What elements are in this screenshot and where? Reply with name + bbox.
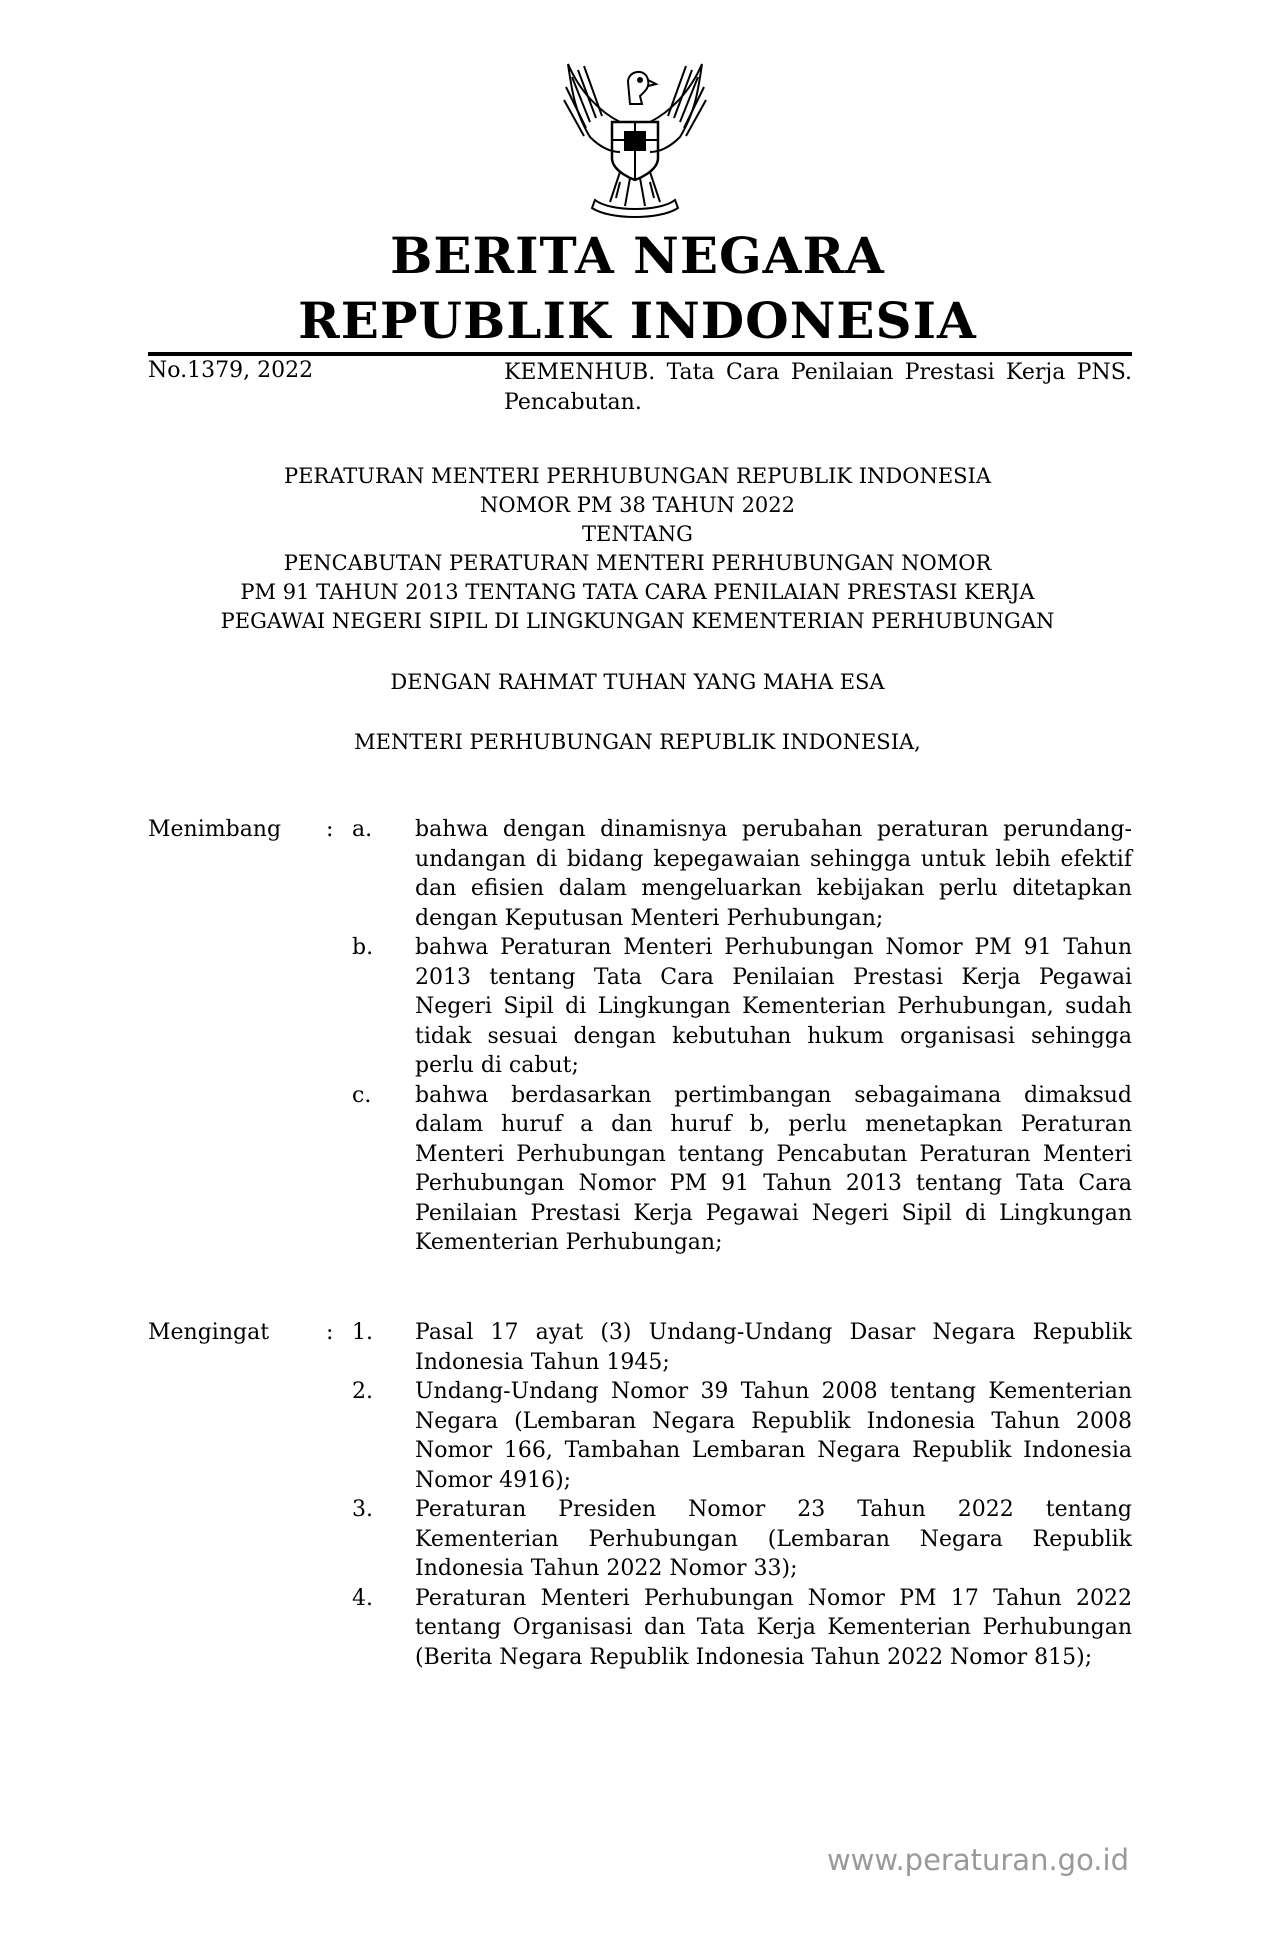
section-label: Mengingat (148, 1320, 270, 1345)
item-marker: 2. (352, 1379, 373, 1404)
gazette-subtitle: REPUBLIK INDONESIA (298, 291, 977, 350)
section-colon: : (326, 1320, 334, 1345)
source-watermark: www.peraturan.go.id (826, 1843, 1129, 1877)
mengingat-section (148, 1318, 1132, 1672)
list-item (148, 1584, 1132, 1673)
item-text: bahwa berdasarkan pertimbangan sebagaimana dimaksud dalam huruf a dan huruf b, perlu menetapkan Peraturan Menteri Perhubungan tentang Pencabutan Peraturan Menteri Perhubungan Nomor PM 91 Tahun 2013 tentang Tata Cara Penilaian Prestasi Kerja Pegawai Negeri Sipil di Lingkungan Kementerian Perhubungan; (415, 1082, 1132, 1255)
list-item (148, 933, 1132, 1081)
list-item (148, 1377, 1132, 1495)
item-marker: 3. (352, 1497, 373, 1522)
list-item (148, 1495, 1132, 1584)
preamble-rahmat: DENGAN RAHMAT TUHAN YANG MAHA ESA (390, 670, 885, 694)
item-marker: a. (352, 817, 373, 842)
section-label: Menimbang (148, 817, 282, 842)
header-rule (148, 352, 1132, 356)
item-marker: b. (352, 935, 374, 960)
gazette-number: No.1379, 2022 (148, 358, 314, 383)
regulation-subject-line: PEGAWAI NEGERI SIPIL DI LINGKUNGAN KEMENTERIAN PERHUBUNGAN (220, 609, 1055, 633)
list-item (148, 1318, 1132, 1377)
section-colon: : (326, 817, 334, 842)
item-marker: 4. (352, 1585, 373, 1611)
item-marker: 1. (352, 1320, 373, 1345)
item-marker: c. (352, 1082, 372, 1108)
regulation-heading (0, 462, 1275, 636)
garuda-emblem-icon (550, 52, 720, 222)
item-text: Peraturan Presiden Nomor 23 Tahun 2022 tentang Kementerian Perhubungan (Lembaran Negara Republik Indonesia Tahun 2022 Nomor 33); (415, 1497, 1132, 1581)
item-text: Undang-Undang Nomor 39 Tahun 2008 tentang Kementerian Negara (Lembaran Negara Republik Indonesia Tahun 2008 Nomor 166, Tambahan Lembaran Negara Republik Indonesia Nomor 4916); (415, 1379, 1132, 1493)
item-text: bahwa dengan dinamisnya perubahan peraturan perundang-undangan di bidang kepegawaian sehingga untuk lebih efektif dan efisien dalam mengeluarkan kebijakan perlu ditetapkan dengan Keputusan Menteri Perhubungan; (415, 817, 1132, 931)
regulation-subject-line: PENCABUTAN PERATURAN MENTERI PERHUBUNGAN NOMOR (283, 551, 992, 575)
regulation-title: PERATURAN MENTERI PERHUBUNGAN REPUBLIK INDONESIA (283, 464, 992, 488)
gazette-title: BERITA NEGARA (390, 226, 885, 285)
preamble-menteri: MENTERI PERHUBUNGAN REPUBLIK INDONESIA, (354, 730, 921, 754)
regulation-number: NOMOR PM 38 TAHUN 2022 (479, 493, 796, 517)
item-text: bahwa Peraturan Menteri Perhubungan Nomor PM 91 Tahun 2013 tentang Tata Cara Penilaian Prestasi Kerja Pegawai Negeri Sipil di Lingkungan Kementerian Perhubungan, sudah tidak sesuai dengan kebutuhan hukum organisasi sehingga perlu di cabut; (415, 935, 1132, 1078)
regulation-tentang: TENTANG (582, 522, 693, 546)
menimbang-section (148, 815, 1132, 1258)
list-item (148, 815, 1132, 933)
gazette-summary: KEMENHUB. Tata Cara Penilaian Prestasi Kerja PNS. Pencabutan. (504, 360, 1132, 415)
item-text: Peraturan Menteri Perhubungan Nomor PM 17 Tahun 2022 tentang Organisasi dan Tata Kerja Kementerian Perhubungan (Berita Negara Republik Indonesia Tahun 2022 Nomor 815); (415, 1585, 1132, 1670)
item-text: Pasal 17 ayat (3) Undang-Undang Dasar Negara Republik Indonesia Tahun 1945; (415, 1320, 1132, 1375)
list-item (148, 1081, 1132, 1258)
regulation-subject-line: PM 91 TAHUN 2013 TENTANG TATA CARA PENILAIAN PRESTASI KERJA (240, 580, 1035, 604)
